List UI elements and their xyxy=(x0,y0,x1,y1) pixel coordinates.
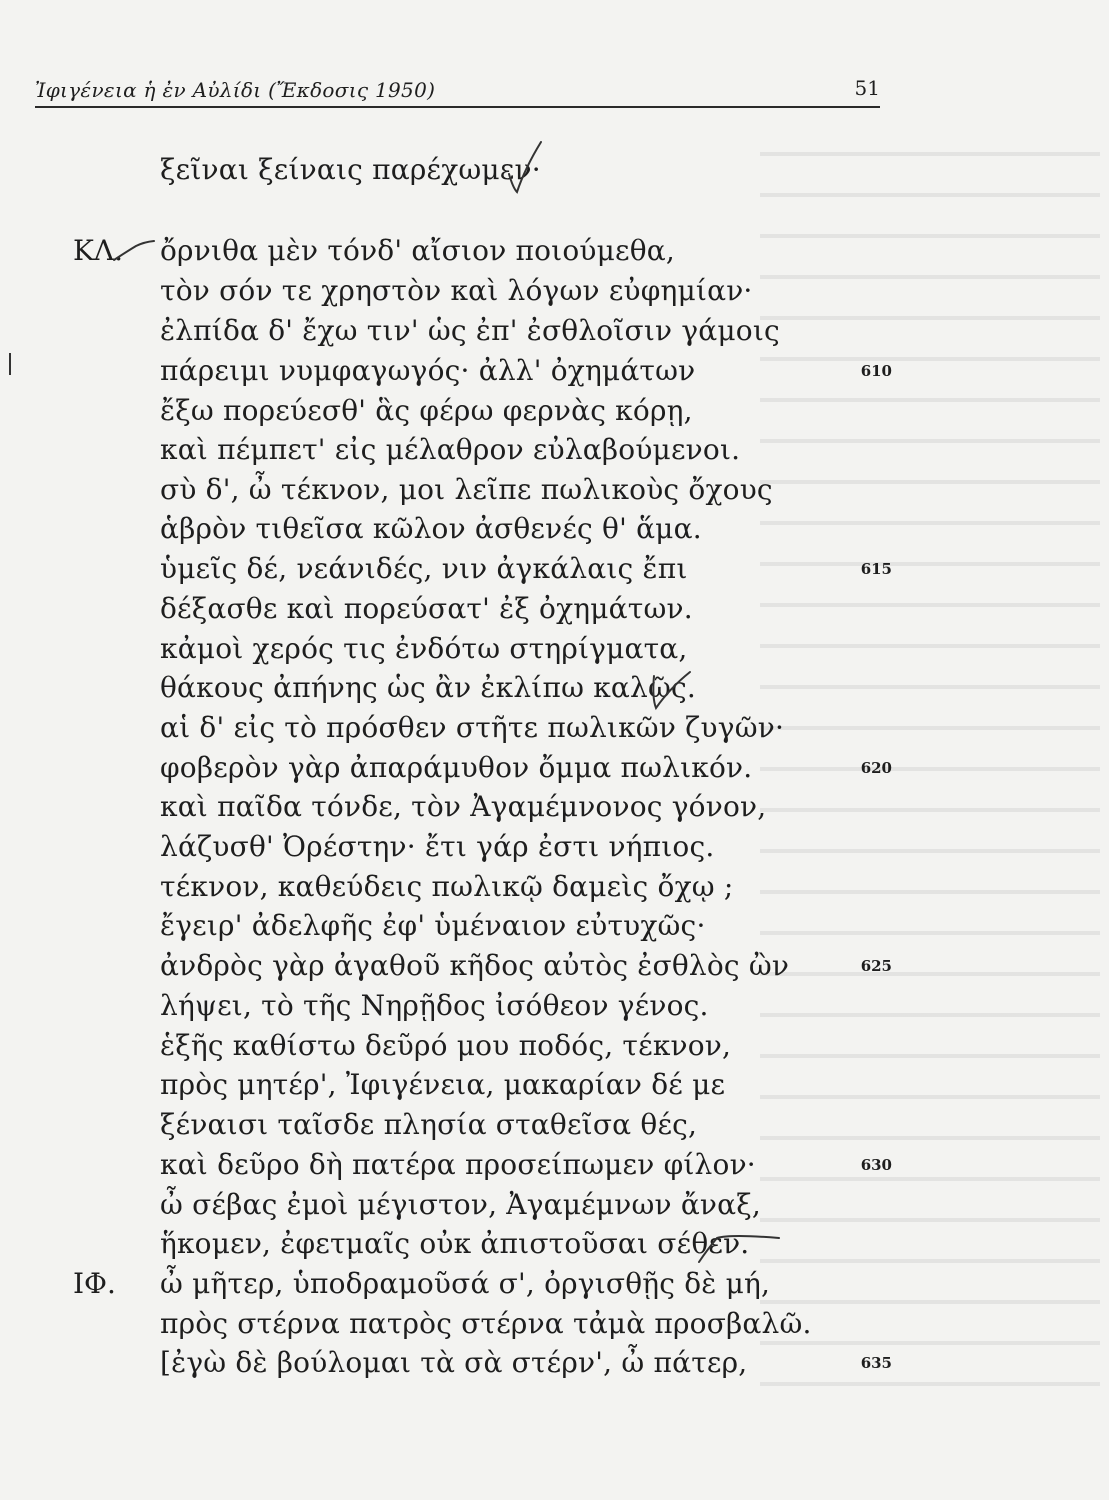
verse-line xyxy=(0,509,1109,549)
verse-text: καὶ πέμπετ' εἰς μέλαθρον εὐλαβούμενοι. xyxy=(160,433,741,466)
verse-line xyxy=(0,150,1109,190)
verse-text: ἁβρὸν τιθεῖσα κῶλον ἀσθενές θ' ἅμα. xyxy=(160,512,702,545)
verse-line xyxy=(0,231,1109,271)
verse-text: ξεῖναι ξείναις παρέχωμεν· xyxy=(160,153,541,186)
verse-text: ἔξω πορεύεσθ' ἃς φέρω φερνὰς κόρῃ, xyxy=(160,394,693,427)
verse-line xyxy=(0,391,1109,431)
verse-line xyxy=(0,589,1109,629)
speaker-label: ΙΦ. xyxy=(73,1267,116,1300)
verse-text: φοβερὸν γὰρ ἀπαράμυθον ὄμμα πωλικόν. xyxy=(160,751,753,784)
verse-text: λήψει, τὸ τῆς Νηρῇδος ἰσόθεον γένος. xyxy=(160,989,709,1022)
verse-line xyxy=(0,430,1109,470)
verse-line xyxy=(0,1224,1109,1264)
verse-text: ἑξῆς καθίστω δεῦρό μου ποδός, τέκνον, xyxy=(160,1029,732,1062)
verse-line xyxy=(0,708,1109,748)
verse-text: ξέναισι ταῖσδε πλησία σταθεῖσα θές, xyxy=(160,1108,698,1141)
verse-text: καὶ παῖδα τόνδε, τὸν Ἀγαμέμνονος γόνον, xyxy=(160,790,767,823)
verse-text: σὺ δ', ὦ τέκνον, μοι λεῖπε πωλικοὺς ὄχους xyxy=(160,473,773,506)
verse-line xyxy=(0,1185,1109,1225)
verse-line xyxy=(0,1264,1109,1304)
verse-line xyxy=(0,906,1109,946)
pencil-stroke-icon xyxy=(695,1226,781,1266)
verse-line xyxy=(0,1145,1109,1185)
verse-line xyxy=(0,311,1109,351)
verse-text: ὄρνιθα μὲν τόνδ' αἴσιον ποιούμεθα, xyxy=(160,234,675,267)
verse-line xyxy=(0,668,1109,708)
verse-line xyxy=(0,351,1109,391)
verse-text: [ἐγὼ δὲ βούλομαι τὰ σὰ στέρν', ὦ πάτερ, xyxy=(160,1346,748,1379)
verse-line xyxy=(0,1105,1109,1145)
header-title: Ἰφιγένεια ἡ ἐν Αὐλίδι (Ἔκδοσις 1950) xyxy=(35,78,436,102)
running-header xyxy=(35,74,880,108)
verse-text: ἥκομεν, ἐφετμαῖς οὐκ ἀπιστοῦσαι σέθεν. xyxy=(160,1227,750,1260)
verse-text: ἔγειρ' ἀδελφῆς ἐφ' ὑμέναιον εὐτυχῶς· xyxy=(160,909,706,942)
line-number: 625 xyxy=(860,957,892,975)
verse-line xyxy=(0,1343,1109,1383)
verse-text: κἀμοὶ χερός τις ἐνδότω στηρίγματα, xyxy=(160,632,688,665)
verse-line xyxy=(0,271,1109,311)
line-number: 630 xyxy=(860,1156,892,1174)
verse-text: δέξασθε καὶ πορεύσατ' ἐξ ὀχημάτων. xyxy=(160,592,693,625)
verse-text: ὦ μῆτερ, ὑποδραμοῦσά σ', ὀργισθῇς δὲ μή, xyxy=(160,1267,771,1300)
verse-line xyxy=(0,1026,1109,1066)
verse-text: καὶ δεῦρο δὴ πατέρα προσείπωμεν φίλον· xyxy=(160,1148,756,1181)
verse-text: λάζυσθ' Ὀρέστην· ἔτι γάρ ἐστι νήπιος. xyxy=(160,830,715,863)
verse-text: τὸν σόν τε χρηστὸν καὶ λόγων εὐφημίαν· xyxy=(160,274,753,307)
verse-line xyxy=(0,629,1109,669)
verse-line xyxy=(0,1304,1109,1344)
verse-line xyxy=(0,986,1109,1026)
verse-text: πρὸς μητέρ', Ἰφιγένεια, μακαρίαν δέ με xyxy=(160,1068,726,1101)
pencil-checkmark-icon xyxy=(646,668,692,712)
verse-text: ὑμεῖς δέ, νεάνιδές, νιν ἀγκάλαις ἔπι xyxy=(160,552,688,585)
verse-line xyxy=(0,867,1109,907)
verse-line xyxy=(0,787,1109,827)
verse-line xyxy=(0,470,1109,510)
verse-text: ὦ σέβας ἐμοὶ μέγιστον, Ἀγαμέμνων ἄναξ, xyxy=(160,1188,761,1221)
verse-line xyxy=(0,946,1109,986)
verse-text: πρὸς στέρνα πατρὸς στέρνα τἀμὰ προσβαλῶ. xyxy=(160,1307,812,1340)
verse-line xyxy=(0,549,1109,589)
page-number: 51 xyxy=(854,76,880,100)
verse-text: τέκνον, καθεύδεις πωλικῷ δαμεὶς ὄχῳ ; xyxy=(160,870,734,903)
verse-line xyxy=(0,748,1109,788)
verse-line xyxy=(0,1065,1109,1105)
verse-text: ἀνδρὸς γὰρ ἀγαθοῦ κῆδος αὐτὸς ἐσθλὸς ὢν xyxy=(160,949,790,982)
line-number: 635 xyxy=(860,1354,892,1372)
pencil-stroke-icon xyxy=(112,238,156,264)
verse-text: θάκους ἀπήνης ὡς ἂν ἐκλίπω καλῶς. xyxy=(160,671,696,704)
line-number: 615 xyxy=(860,560,892,578)
speaker-label: ΚΛ. xyxy=(73,234,124,267)
verse-text: ἐλπίδα δ' ἔχω τιν' ὡς ἐπ' ἐσθλοῖσιν γάμοις xyxy=(160,314,780,347)
pencil-checkmark-icon xyxy=(505,138,545,198)
verse-line xyxy=(0,827,1109,867)
verse-text: πάρειμι νυμφαγωγός· ἀλλ' ὀχημάτων xyxy=(160,354,696,387)
line-number: 620 xyxy=(860,759,892,777)
verse-text: αἱ δ' εἰς τὸ πρόσθεν στῆτε πωλικῶν ζυγῶν· xyxy=(160,711,785,744)
line-number: 610 xyxy=(860,362,892,380)
